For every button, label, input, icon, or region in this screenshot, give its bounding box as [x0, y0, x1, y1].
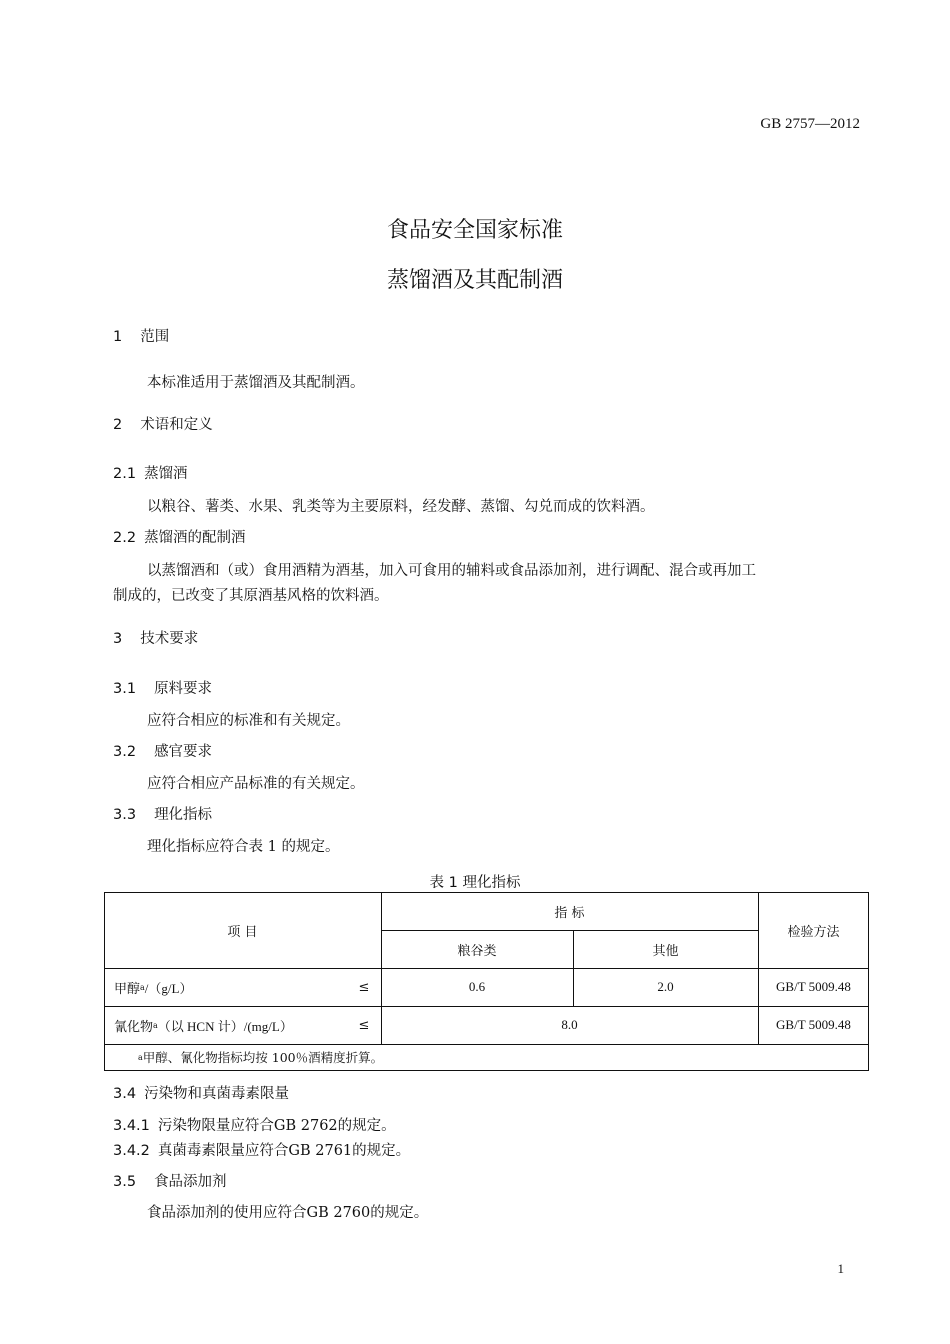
section-3-3-heading [113, 803, 212, 824]
section-2-2-body-line1: 以蒸馏酒和（或）食用酒精为酒基，加入可食用的辅料或食品添加剂，进行调配、混合或再加工 [147, 563, 756, 579]
physicochemical-table [104, 892, 869, 1071]
section-title: 蒸馏酒的配制酒 [144, 530, 246, 546]
row-methanol-item [104, 968, 354, 1006]
header-index: 指 标 [554, 905, 585, 921]
section-number: 1 [113, 329, 123, 345]
section-3-4-heading [113, 1082, 289, 1103]
row-methanol-op: ≤ [358, 979, 370, 995]
header-item: 项 目 [227, 924, 258, 940]
section-3-4-2 [113, 1139, 410, 1160]
footnote-marker: a [138, 1052, 143, 1062]
header-grain: 粮谷类 [457, 943, 497, 959]
section-3-4-1 [113, 1114, 396, 1135]
table-caption: 表 1 理化指标 [429, 875, 521, 891]
table-footnote [128, 1044, 838, 1070]
section-number: 3.1 [113, 681, 137, 697]
section-body: 真菌毒素限量应符合GB 2761的规定。 [157, 1143, 411, 1159]
section-2-1-heading [113, 462, 188, 483]
footnote-text: 甲醇、氰化物指标均按 100％酒精度折算。 [142, 1050, 384, 1065]
section-number: 3.5 [113, 1174, 137, 1190]
page-number: 1 [837, 1261, 844, 1276]
footnote-marker: a [153, 1020, 158, 1030]
section-number: 3 [113, 631, 123, 647]
section-1-heading [113, 325, 169, 346]
item-unit: （以 HCN 计）/(mg/L） [157, 1018, 293, 1034]
section-title: 食品添加剂 [154, 1174, 227, 1190]
section-number: 3.3 [113, 807, 137, 823]
standard-number: GB 2757—2012 [760, 116, 860, 132]
section-1-body: 本标准适用于蒸馏酒及其配制酒。 [147, 375, 365, 391]
section-number: 2.2 [113, 530, 137, 546]
section-title: 蒸馏酒 [144, 466, 188, 482]
section-number: 2 [113, 417, 123, 433]
section-2-heading [113, 413, 213, 434]
section-title: 技术要求 [140, 631, 199, 647]
section-2-2-body-line2: 制成的，已改变了其原酒基风格的饮料酒。 [113, 588, 389, 604]
section-3-5-heading [113, 1170, 227, 1191]
section-number: 2.1 [113, 466, 137, 482]
section-3-heading [113, 627, 198, 648]
footnote-marker: a [140, 982, 145, 992]
row-cyanide-item [104, 1006, 354, 1044]
row-methanol-method: GB/T 5009.48 [776, 979, 851, 994]
item-name: 氰化物 [114, 1019, 154, 1035]
section-number: 3.4.1 [113, 1118, 150, 1134]
section-title: 感官要求 [154, 744, 213, 760]
section-3-2-heading [113, 740, 212, 761]
document-subtitle: 蒸馏酒及其配制酒 [386, 268, 563, 293]
section-body: 污染物限量应符合GB 2762的规定。 [157, 1118, 396, 1134]
header-method: 检验方法 [787, 924, 840, 940]
header-other: 其他 [652, 943, 679, 959]
section-number: 3.4 [113, 1086, 137, 1102]
section-3-2-body: 应符合相应产品标准的有关规定。 [147, 776, 365, 792]
section-title: 原料要求 [154, 681, 213, 697]
section-3-1-heading [113, 677, 212, 698]
section-3-1-body: 应符合相应的标准和有关规定。 [147, 713, 350, 729]
row-methanol-grain: 0.6 [468, 979, 486, 994]
section-title: 范围 [140, 329, 170, 345]
section-title: 术语和定义 [140, 417, 213, 433]
row-cyanide-value: 8.0 [561, 1017, 578, 1032]
row-methanol-other: 2.0 [657, 979, 674, 994]
section-title: 理化指标 [154, 807, 213, 823]
item-name: 甲醇 [114, 981, 141, 997]
section-number: 3.4.2 [113, 1143, 150, 1159]
item-unit: /（g/L） [144, 980, 193, 996]
section-title: 污染物和真菌毒素限量 [144, 1086, 290, 1102]
section-3-3-body: 理化指标应符合表 1 的规定。 [147, 839, 340, 855]
row-cyanide-op: ≤ [358, 1017, 370, 1033]
section-2-2-heading [113, 526, 246, 547]
document-title: 食品安全国家标准 [386, 218, 563, 243]
section-2-1-body: 以粮谷、薯类、水果、乳类等为主要原料，经发酵、蒸馏、勾兑而成的饮料酒。 [147, 499, 655, 515]
section-number: 3.2 [113, 744, 137, 760]
row-cyanide-method: GB/T 5009.48 [776, 1017, 851, 1032]
section-3-5-body: 食品添加剂的使用应符合GB 2760的规定。 [147, 1205, 429, 1221]
